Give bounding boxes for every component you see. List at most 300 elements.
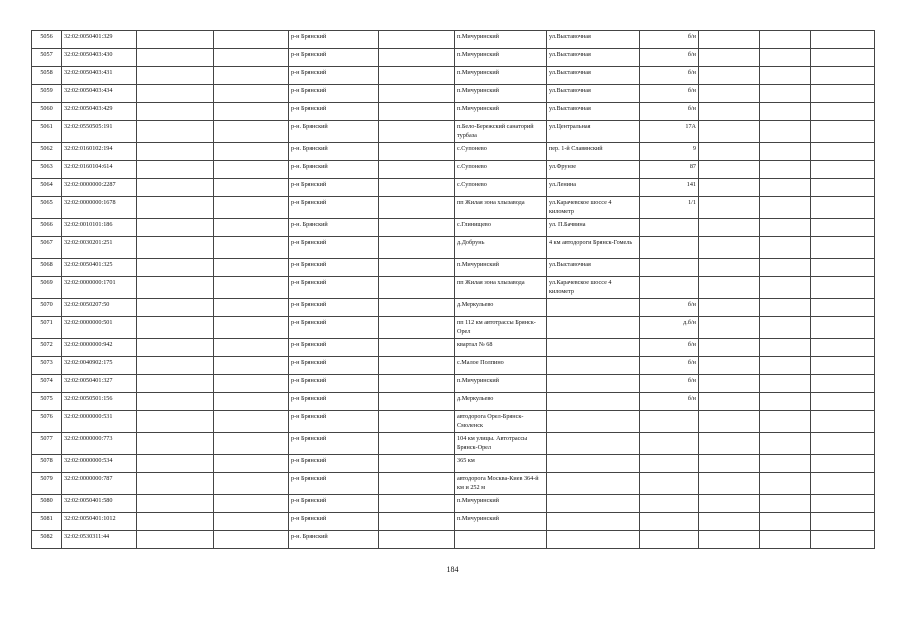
cell-cadastral: 32:02:0050401:325 bbox=[62, 259, 137, 277]
cell-district: р-н Брянский bbox=[289, 375, 379, 393]
cell-empty bbox=[699, 259, 760, 277]
cell-street: ул. П.Бачвина bbox=[547, 219, 640, 237]
cell-empty bbox=[137, 85, 214, 103]
cell-street bbox=[547, 411, 640, 433]
cell-empty bbox=[699, 317, 760, 339]
cell-empty bbox=[137, 103, 214, 121]
cell-street bbox=[547, 473, 640, 495]
cell-cadastral: 32:02:0000000:2287 bbox=[62, 179, 137, 197]
cell-house bbox=[640, 495, 699, 513]
cell-num: 5069 bbox=[32, 277, 62, 299]
cell-district: р-н Брянский bbox=[289, 495, 379, 513]
cell-empty bbox=[811, 411, 875, 433]
cell-street bbox=[547, 433, 640, 455]
cell-street bbox=[547, 299, 640, 317]
cell-district: р-н. Брянский bbox=[289, 219, 379, 237]
table-row bbox=[32, 473, 875, 495]
cell-empty bbox=[379, 219, 455, 237]
cell-settlement: квартал № 68 bbox=[455, 339, 547, 357]
cell-empty bbox=[137, 357, 214, 375]
cell-settlement: д.Меркульево bbox=[455, 393, 547, 411]
cell-house: б/н bbox=[640, 357, 699, 375]
cell-settlement: с.Супонево bbox=[455, 143, 547, 161]
cell-empty bbox=[214, 31, 289, 49]
cell-settlement: п.Мичуринский bbox=[455, 495, 547, 513]
cell-settlement: д.Меркульево bbox=[455, 299, 547, 317]
cell-empty bbox=[379, 375, 455, 393]
cell-district: р-н. Брянский bbox=[289, 531, 379, 549]
cell-district: р-н Брянский bbox=[289, 31, 379, 49]
cell-cadastral: 32:02:0050403:429 bbox=[62, 103, 137, 121]
cell-empty bbox=[379, 31, 455, 49]
cell-empty bbox=[699, 393, 760, 411]
cell-empty bbox=[379, 393, 455, 411]
cell-empty bbox=[760, 49, 811, 67]
cell-empty bbox=[699, 179, 760, 197]
cell-district: р-н Брянский bbox=[289, 49, 379, 67]
table-row bbox=[32, 161, 875, 179]
cell-district: р-н Брянский bbox=[289, 393, 379, 411]
cell-num: 5076 bbox=[32, 411, 62, 433]
cell-empty bbox=[811, 85, 875, 103]
cell-empty bbox=[379, 67, 455, 85]
cell-house bbox=[640, 455, 699, 473]
cell-empty bbox=[811, 393, 875, 411]
cell-empty bbox=[379, 121, 455, 143]
cell-street bbox=[547, 375, 640, 393]
table-row bbox=[32, 495, 875, 513]
cell-house: б/н bbox=[640, 67, 699, 85]
cell-empty bbox=[811, 513, 875, 531]
cell-empty bbox=[137, 339, 214, 357]
cell-empty bbox=[699, 161, 760, 179]
cell-house: 1/1 bbox=[640, 197, 699, 219]
cell-house: б/н bbox=[640, 375, 699, 393]
cell-cadastral: 32:02:0050403:430 bbox=[62, 49, 137, 67]
page-number: 184 bbox=[446, 565, 459, 574]
cell-empty bbox=[137, 49, 214, 67]
cell-settlement: 104 км улицы. Автотрассы Брянск-Орел bbox=[455, 433, 547, 455]
cell-settlement: п.Мичуринский bbox=[455, 259, 547, 277]
cell-num: 5067 bbox=[32, 237, 62, 259]
cell-cadastral: 32:02:0000000:534 bbox=[62, 455, 137, 473]
cell-empty bbox=[214, 317, 289, 339]
cell-cadastral: 32:02:0550505:191 bbox=[62, 121, 137, 143]
cell-num: 5082 bbox=[32, 531, 62, 549]
cell-empty bbox=[760, 259, 811, 277]
cell-num: 5079 bbox=[32, 473, 62, 495]
cell-empty bbox=[379, 103, 455, 121]
cell-empty bbox=[760, 179, 811, 197]
cell-cadastral: 32:02:0160104:614 bbox=[62, 161, 137, 179]
table-row bbox=[32, 67, 875, 85]
cell-empty bbox=[379, 455, 455, 473]
table-row bbox=[32, 317, 875, 339]
cell-empty bbox=[760, 513, 811, 531]
cell-empty bbox=[214, 531, 289, 549]
table-row bbox=[32, 31, 875, 49]
cell-house bbox=[640, 259, 699, 277]
cell-cadastral: 32:02:0160102:194 bbox=[62, 143, 137, 161]
cell-empty bbox=[137, 197, 214, 219]
cell-num: 5073 bbox=[32, 357, 62, 375]
cell-empty bbox=[214, 473, 289, 495]
cell-cadastral: 32:02:0050401:1012 bbox=[62, 513, 137, 531]
cell-empty bbox=[760, 31, 811, 49]
cell-cadastral: 32:02:0050403:431 bbox=[62, 67, 137, 85]
cell-street: ул.Карачевское шоссе 4 километр bbox=[547, 197, 640, 219]
cell-empty bbox=[379, 277, 455, 299]
cell-district: р-н Брянский bbox=[289, 317, 379, 339]
cell-num: 5070 bbox=[32, 299, 62, 317]
cell-district: р-н Брянский bbox=[289, 103, 379, 121]
cell-empty bbox=[811, 179, 875, 197]
cell-empty bbox=[811, 67, 875, 85]
cell-street: ул.Фрунзе bbox=[547, 161, 640, 179]
cell-empty bbox=[214, 103, 289, 121]
cell-empty bbox=[699, 143, 760, 161]
cell-empty bbox=[760, 473, 811, 495]
cell-house: б/н bbox=[640, 49, 699, 67]
cell-empty bbox=[699, 121, 760, 143]
cell-street bbox=[547, 339, 640, 357]
cell-empty bbox=[214, 357, 289, 375]
cell-street: 4 км автодороги Брянск-Гомель bbox=[547, 237, 640, 259]
cell-district: р-н. Брянский bbox=[289, 121, 379, 143]
cell-house: б/н bbox=[640, 31, 699, 49]
cell-house bbox=[640, 473, 699, 495]
cell-district: р-н Брянский bbox=[289, 433, 379, 455]
cell-empty bbox=[214, 411, 289, 433]
cell-empty bbox=[379, 179, 455, 197]
cell-empty bbox=[214, 143, 289, 161]
table-row bbox=[32, 103, 875, 121]
cell-street: ул.Выставочная bbox=[547, 85, 640, 103]
table-row bbox=[32, 513, 875, 531]
cell-house bbox=[640, 531, 699, 549]
cell-house: 141 bbox=[640, 179, 699, 197]
cell-empty bbox=[214, 277, 289, 299]
table-row bbox=[32, 179, 875, 197]
cell-cadastral: 32:02:0050401:327 bbox=[62, 375, 137, 393]
cell-num: 5080 bbox=[32, 495, 62, 513]
cell-empty bbox=[137, 455, 214, 473]
cell-cadastral: 32:02:0000000:787 bbox=[62, 473, 137, 495]
cell-house bbox=[640, 513, 699, 531]
cell-empty bbox=[811, 433, 875, 455]
table-row bbox=[32, 85, 875, 103]
cell-cadastral: 32:02:0050401:580 bbox=[62, 495, 137, 513]
cell-empty bbox=[214, 179, 289, 197]
cell-empty bbox=[137, 299, 214, 317]
cell-cadastral: 32:02:0000000:531 bbox=[62, 411, 137, 433]
cell-empty bbox=[137, 411, 214, 433]
cell-street bbox=[547, 357, 640, 375]
cell-district: р-н Брянский bbox=[289, 411, 379, 433]
cell-empty bbox=[699, 473, 760, 495]
table-row bbox=[32, 277, 875, 299]
cell-settlement: пп Жилая зона хлызавода bbox=[455, 277, 547, 299]
cell-num: 5078 bbox=[32, 455, 62, 473]
cell-num: 5057 bbox=[32, 49, 62, 67]
cell-settlement bbox=[455, 531, 547, 549]
cell-empty bbox=[760, 219, 811, 237]
cell-empty bbox=[214, 67, 289, 85]
cell-empty bbox=[760, 375, 811, 393]
cell-house: б/н bbox=[640, 85, 699, 103]
cell-empty bbox=[214, 161, 289, 179]
cell-num: 5059 bbox=[32, 85, 62, 103]
cell-num: 5066 bbox=[32, 219, 62, 237]
cell-num: 5081 bbox=[32, 513, 62, 531]
cell-cadastral: 32:02:0530311:44 bbox=[62, 531, 137, 549]
cell-district: р-н Брянский bbox=[289, 277, 379, 299]
cell-house: б/н bbox=[640, 103, 699, 121]
cell-empty bbox=[699, 277, 760, 299]
cell-empty bbox=[811, 121, 875, 143]
cell-empty bbox=[699, 531, 760, 549]
cell-settlement: п.Мичуринский bbox=[455, 67, 547, 85]
cell-empty bbox=[137, 513, 214, 531]
cell-empty bbox=[137, 31, 214, 49]
cell-district: р-н Брянский bbox=[289, 179, 379, 197]
cell-cadastral: 32:02:0010101:186 bbox=[62, 219, 137, 237]
cell-num: 5063 bbox=[32, 161, 62, 179]
cell-num: 5065 bbox=[32, 197, 62, 219]
cell-empty bbox=[379, 531, 455, 549]
property-registry-table bbox=[31, 30, 875, 549]
cell-empty bbox=[379, 495, 455, 513]
cell-empty bbox=[811, 237, 875, 259]
cell-district: р-н Брянский bbox=[289, 67, 379, 85]
cell-district: р-н Брянский bbox=[289, 455, 379, 473]
cell-empty bbox=[811, 161, 875, 179]
cell-house: б/н bbox=[640, 339, 699, 357]
cell-empty bbox=[811, 103, 875, 121]
cell-street: ул.Выставочная bbox=[547, 67, 640, 85]
cell-empty bbox=[760, 237, 811, 259]
cell-street bbox=[547, 317, 640, 339]
cell-empty bbox=[214, 121, 289, 143]
cell-empty bbox=[379, 49, 455, 67]
cell-empty bbox=[137, 393, 214, 411]
cell-settlement: с.Супонево bbox=[455, 161, 547, 179]
cell-empty bbox=[214, 299, 289, 317]
table-row bbox=[32, 411, 875, 433]
table-row bbox=[32, 375, 875, 393]
cell-empty bbox=[699, 433, 760, 455]
cell-empty bbox=[214, 197, 289, 219]
table-row bbox=[32, 49, 875, 67]
cell-num: 5060 bbox=[32, 103, 62, 121]
table-row bbox=[32, 143, 875, 161]
cell-house bbox=[640, 237, 699, 259]
cell-empty bbox=[214, 49, 289, 67]
cell-settlement: автодорога Орел-Брянск-Смоленск bbox=[455, 411, 547, 433]
cell-empty bbox=[811, 357, 875, 375]
cell-num: 5068 bbox=[32, 259, 62, 277]
table-row bbox=[32, 531, 875, 549]
cell-empty bbox=[760, 531, 811, 549]
cell-cadastral: 32:02:0040902:175 bbox=[62, 357, 137, 375]
cell-empty bbox=[137, 143, 214, 161]
cell-empty bbox=[760, 393, 811, 411]
cell-empty bbox=[699, 495, 760, 513]
cell-empty bbox=[760, 317, 811, 339]
cell-empty bbox=[811, 473, 875, 495]
cell-empty bbox=[760, 161, 811, 179]
cell-empty bbox=[379, 161, 455, 179]
table-row bbox=[32, 393, 875, 411]
cell-house bbox=[640, 433, 699, 455]
cell-empty bbox=[699, 197, 760, 219]
cell-empty bbox=[137, 473, 214, 495]
cell-house: д.б/н bbox=[640, 317, 699, 339]
cell-empty bbox=[214, 85, 289, 103]
cell-house bbox=[640, 277, 699, 299]
cell-num: 5061 bbox=[32, 121, 62, 143]
cell-house: б/н bbox=[640, 393, 699, 411]
cell-cadastral: 32:02:0000000:1701 bbox=[62, 277, 137, 299]
cell-district: р-н Брянский bbox=[289, 237, 379, 259]
cell-street: ул.Выставочная bbox=[547, 259, 640, 277]
cell-empty bbox=[811, 317, 875, 339]
cell-empty bbox=[699, 237, 760, 259]
cell-cadastral: 32:02:0050401:329 bbox=[62, 31, 137, 49]
cell-district: р-н Брянский bbox=[289, 85, 379, 103]
cell-house: б/н bbox=[640, 299, 699, 317]
cell-house: 9 bbox=[640, 143, 699, 161]
cell-empty bbox=[811, 495, 875, 513]
cell-empty bbox=[760, 411, 811, 433]
cell-empty bbox=[760, 103, 811, 121]
cell-street: ул.Выставочная bbox=[547, 103, 640, 121]
cell-empty bbox=[214, 495, 289, 513]
cell-street bbox=[547, 455, 640, 473]
cell-empty bbox=[214, 455, 289, 473]
cell-num: 5056 bbox=[32, 31, 62, 49]
cell-street bbox=[547, 531, 640, 549]
cell-empty bbox=[137, 277, 214, 299]
cell-empty bbox=[699, 411, 760, 433]
cell-street bbox=[547, 393, 640, 411]
cell-cadastral: 32:02:0050207:50 bbox=[62, 299, 137, 317]
cell-empty bbox=[379, 237, 455, 259]
cell-empty bbox=[137, 375, 214, 393]
cell-settlement: 365 км bbox=[455, 455, 547, 473]
cell-empty bbox=[760, 495, 811, 513]
cell-settlement: пп 112 км автотрассы Брянск-Орел bbox=[455, 317, 547, 339]
cell-district: р-н. Брянский bbox=[289, 143, 379, 161]
cell-empty bbox=[137, 67, 214, 85]
cell-empty bbox=[699, 49, 760, 67]
table-row bbox=[32, 197, 875, 219]
cell-empty bbox=[214, 433, 289, 455]
cell-district: р-н Брянский bbox=[289, 513, 379, 531]
cell-empty bbox=[811, 277, 875, 299]
cell-cadastral: 32:02:0000000:942 bbox=[62, 339, 137, 357]
cell-empty bbox=[214, 219, 289, 237]
cell-house bbox=[640, 411, 699, 433]
cell-empty bbox=[214, 237, 289, 259]
cell-num: 5064 bbox=[32, 179, 62, 197]
cell-street bbox=[547, 513, 640, 531]
cell-empty bbox=[379, 513, 455, 531]
cell-empty bbox=[379, 433, 455, 455]
table-row bbox=[32, 237, 875, 259]
cell-street: ул.Выставочная bbox=[547, 49, 640, 67]
cell-empty bbox=[760, 433, 811, 455]
cell-empty bbox=[760, 299, 811, 317]
cell-empty bbox=[379, 299, 455, 317]
table-row bbox=[32, 455, 875, 473]
cell-empty bbox=[379, 357, 455, 375]
cell-empty bbox=[811, 531, 875, 549]
cell-street: ул.Выставочная bbox=[547, 31, 640, 49]
cell-empty bbox=[811, 375, 875, 393]
cell-empty bbox=[760, 197, 811, 219]
cell-settlement: п.Мичуринский bbox=[455, 49, 547, 67]
cell-empty bbox=[699, 67, 760, 85]
cell-empty bbox=[137, 531, 214, 549]
cell-settlement: п.Мичуринский bbox=[455, 375, 547, 393]
cell-empty bbox=[137, 219, 214, 237]
cell-settlement: с.Глинищево bbox=[455, 219, 547, 237]
cell-settlement: с.Малое Полпино bbox=[455, 357, 547, 375]
cell-empty bbox=[699, 31, 760, 49]
cell-empty bbox=[699, 375, 760, 393]
cell-empty bbox=[214, 393, 289, 411]
cell-cadastral: 32:02:0000000:1678 bbox=[62, 197, 137, 219]
table-row bbox=[32, 121, 875, 143]
cell-empty bbox=[379, 85, 455, 103]
cell-num: 5062 bbox=[32, 143, 62, 161]
cell-empty bbox=[137, 495, 214, 513]
cell-empty bbox=[137, 179, 214, 197]
cell-empty bbox=[379, 317, 455, 339]
cell-num: 5074 bbox=[32, 375, 62, 393]
cell-cadastral: 32:02:0000000:501 bbox=[62, 317, 137, 339]
table-body bbox=[32, 31, 875, 549]
cell-empty bbox=[811, 49, 875, 67]
table-row bbox=[32, 299, 875, 317]
cell-settlement: п.Бело-Бережский санаторий турбаза bbox=[455, 121, 547, 143]
cell-street: ул.Ленина bbox=[547, 179, 640, 197]
cell-settlement: п.Мичуринский bbox=[455, 31, 547, 49]
cell-empty bbox=[811, 143, 875, 161]
cell-num: 5075 bbox=[32, 393, 62, 411]
cell-empty bbox=[699, 103, 760, 121]
cell-empty bbox=[379, 143, 455, 161]
cell-empty bbox=[379, 473, 455, 495]
table-row bbox=[32, 339, 875, 357]
cell-empty bbox=[699, 299, 760, 317]
cell-empty bbox=[214, 259, 289, 277]
cell-settlement: пп Жилая зона хлызавода bbox=[455, 197, 547, 219]
cell-house: 87 bbox=[640, 161, 699, 179]
cell-empty bbox=[699, 219, 760, 237]
cell-empty bbox=[811, 219, 875, 237]
cell-settlement: п.Мичуринский bbox=[455, 85, 547, 103]
cell-house bbox=[640, 219, 699, 237]
cell-district: р-н Брянский bbox=[289, 357, 379, 375]
cell-empty bbox=[214, 513, 289, 531]
cell-cadastral: 32:02:0050501:156 bbox=[62, 393, 137, 411]
cell-street: пер. 1-й Славянский bbox=[547, 143, 640, 161]
cell-street: ул.Центральная bbox=[547, 121, 640, 143]
cell-empty bbox=[699, 85, 760, 103]
cell-empty bbox=[214, 375, 289, 393]
